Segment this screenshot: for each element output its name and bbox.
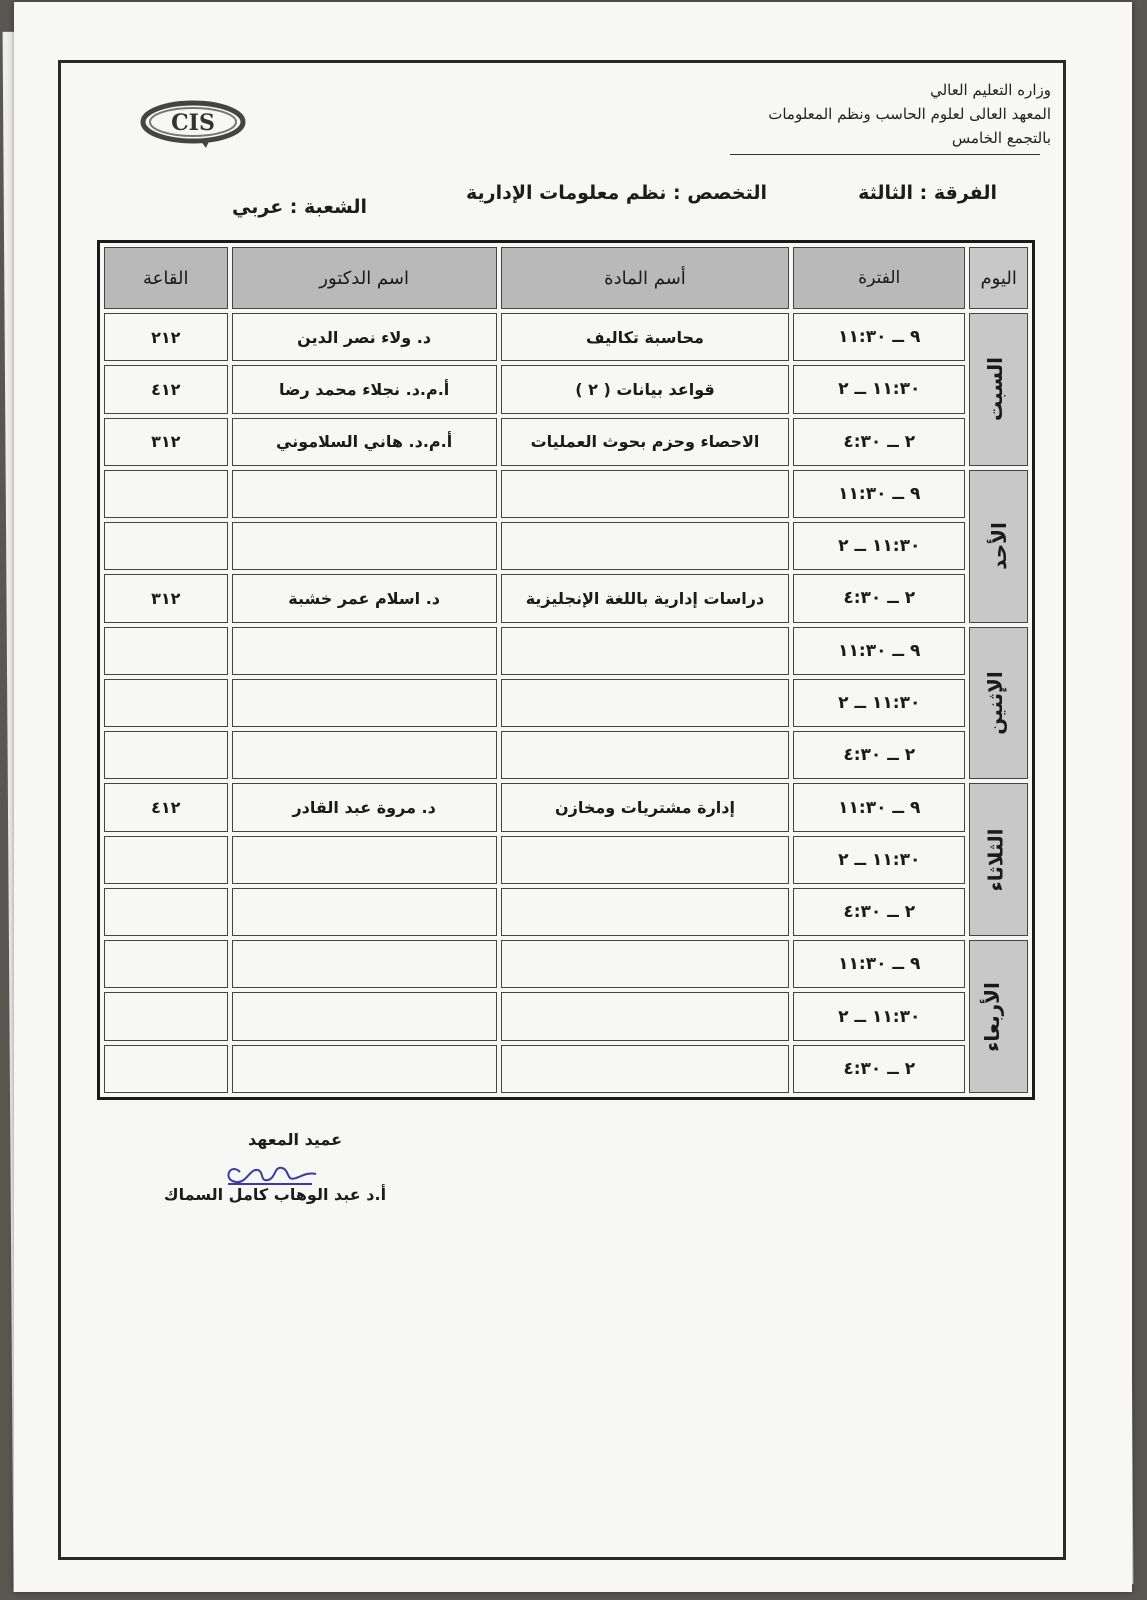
table-row — [104, 522, 1028, 570]
room-cell — [104, 1045, 228, 1093]
doctor-cell — [232, 731, 497, 779]
period-cell: ٩ ــ ١١:٣٠ — [793, 627, 965, 675]
table-row — [104, 313, 1028, 361]
subject-cell: إدارة مشتريات ومخازن — [501, 783, 789, 831]
day-label: السبت — [982, 357, 1007, 422]
table-row — [104, 679, 1028, 727]
ministry-line: وزاره التعليم العالي — [930, 81, 1051, 99]
doctor-cell — [232, 1045, 497, 1093]
period-cell: ٢ ــ ٤:٣٠ — [793, 888, 965, 936]
subject-cell — [501, 940, 789, 988]
doctor-cell: د. اسلام عمر خشبة — [232, 574, 497, 622]
room-cell — [104, 470, 228, 518]
table-row — [104, 418, 1028, 466]
subject-cell — [501, 888, 789, 936]
subject-cell — [501, 731, 789, 779]
day-label: الأحد — [986, 522, 1011, 571]
room-cell — [104, 940, 228, 988]
table-row — [104, 888, 1028, 936]
year-label: الفرقة : الثالثة — [858, 182, 997, 204]
room-cell — [104, 627, 228, 675]
doctor-cell — [232, 992, 497, 1040]
subject-cell: الاحصاء وحزم بحوث العمليات — [501, 418, 789, 466]
day-label: الثلاثاء — [983, 828, 1008, 892]
period-cell: ٢ ــ ٤:٣٠ — [793, 418, 965, 466]
room-cell — [104, 679, 228, 727]
day-cell — [969, 940, 1028, 1093]
division-label: الشعبة : عربي — [232, 196, 367, 218]
day-cell — [969, 470, 1028, 623]
subject-cell: قواعد بيانات ( ٢ ) — [501, 365, 789, 413]
table-row — [104, 836, 1028, 884]
doctor-cell — [232, 522, 497, 570]
table-row — [104, 1045, 1028, 1093]
subject-cell — [501, 992, 789, 1040]
subject-cell — [501, 679, 789, 727]
day-label: الأربعاء — [980, 981, 1005, 1052]
doctor-cell: د. مروة عبد القادر — [232, 783, 497, 831]
header-period: الفترة — [793, 247, 965, 309]
period-cell: ٩ ــ ١١:٣٠ — [793, 470, 965, 518]
room-cell — [104, 836, 228, 884]
period-cell: ٢ ــ ٤:٣٠ — [793, 574, 965, 622]
schedule-table — [97, 240, 1035, 1100]
doctor-cell — [232, 679, 497, 727]
dean-name: أ.د عبد الوهاب كامل السماك — [163, 1185, 387, 1204]
period-cell: ٢ ــ ٤:٣٠ — [793, 731, 965, 779]
period-cell: ٩ ــ ١١:٣٠ — [793, 313, 965, 361]
table-row — [104, 574, 1028, 622]
header-divider — [730, 154, 1040, 155]
subject-cell — [501, 470, 789, 518]
period-cell: ١١:٣٠ ــ ٢ — [793, 836, 965, 884]
period-cell: ٩ ــ ١١:٣٠ — [793, 783, 965, 831]
room-cell — [104, 992, 228, 1040]
subject-cell — [501, 522, 789, 570]
room-cell: ٣١٢ — [104, 418, 228, 466]
table-row — [104, 783, 1028, 831]
period-cell: ٩ ــ ١١:٣٠ — [793, 940, 965, 988]
subject-cell — [501, 627, 789, 675]
period-cell: ٢ ــ ٤:٣٠ — [793, 1045, 965, 1093]
table-row — [104, 731, 1028, 779]
table-row — [104, 627, 1028, 675]
location-line: بالتجمع الخامس — [951, 129, 1051, 147]
table-row — [104, 365, 1028, 413]
table-row — [104, 940, 1028, 988]
period-cell: ١١:٣٠ ــ ٢ — [793, 679, 965, 727]
room-cell: ٤١٢ — [104, 783, 228, 831]
doctor-cell: د. ولاء نصر الدين — [232, 313, 497, 361]
doctor-cell — [232, 627, 497, 675]
header-room: القاعة — [104, 247, 228, 309]
doctor-cell — [232, 940, 497, 988]
header-subject: أسم المادة — [501, 247, 789, 309]
room-cell — [104, 731, 228, 779]
doctor-cell — [232, 836, 497, 884]
specialization-label: التخصص : نظم معلومات الإدارية — [465, 182, 767, 204]
table-row — [104, 992, 1028, 1040]
period-cell: ١١:٣٠ ــ ٢ — [793, 365, 965, 413]
dean-signature-block — [150, 1130, 400, 1204]
day-cell — [969, 627, 1028, 780]
institute-line: المعهد العالى لعلوم الحاسب ونظم المعلومات — [768, 105, 1051, 123]
subject-cell: دراسات إدارية باللغة الإنجليزية — [501, 574, 789, 622]
cis-logo — [140, 100, 246, 150]
room-cell: ٢١٢ — [104, 313, 228, 361]
day-cell — [969, 313, 1028, 466]
day-cell — [969, 783, 1028, 936]
day-label: الإثنين — [983, 671, 1008, 735]
header-doctor: اسم الدكتور — [232, 247, 497, 309]
subject-cell — [501, 836, 789, 884]
doctor-cell: أ.م.د. هاني السلاموني — [232, 418, 497, 466]
doctor-cell — [232, 470, 497, 518]
period-cell: ١١:٣٠ ــ ٢ — [793, 992, 965, 1040]
subject-cell — [501, 1045, 789, 1093]
subject-cell: محاسبة تكاليف — [501, 313, 789, 361]
header-day: اليوم — [969, 247, 1028, 309]
table-row — [104, 470, 1028, 518]
logo-text: CIS — [171, 110, 215, 136]
handwritten-signature — [220, 1158, 320, 1188]
room-cell — [104, 888, 228, 936]
institute-header — [768, 78, 1051, 150]
dean-title: عميد المعهد — [247, 1130, 343, 1149]
room-cell — [104, 522, 228, 570]
doctor-cell — [232, 888, 497, 936]
period-cell: ١١:٣٠ ــ ٢ — [793, 522, 965, 570]
doctor-cell: أ.م.د. نجلاء محمد رضا — [232, 365, 497, 413]
room-cell: ٤١٢ — [104, 365, 228, 413]
room-cell: ٣١٢ — [104, 574, 228, 622]
